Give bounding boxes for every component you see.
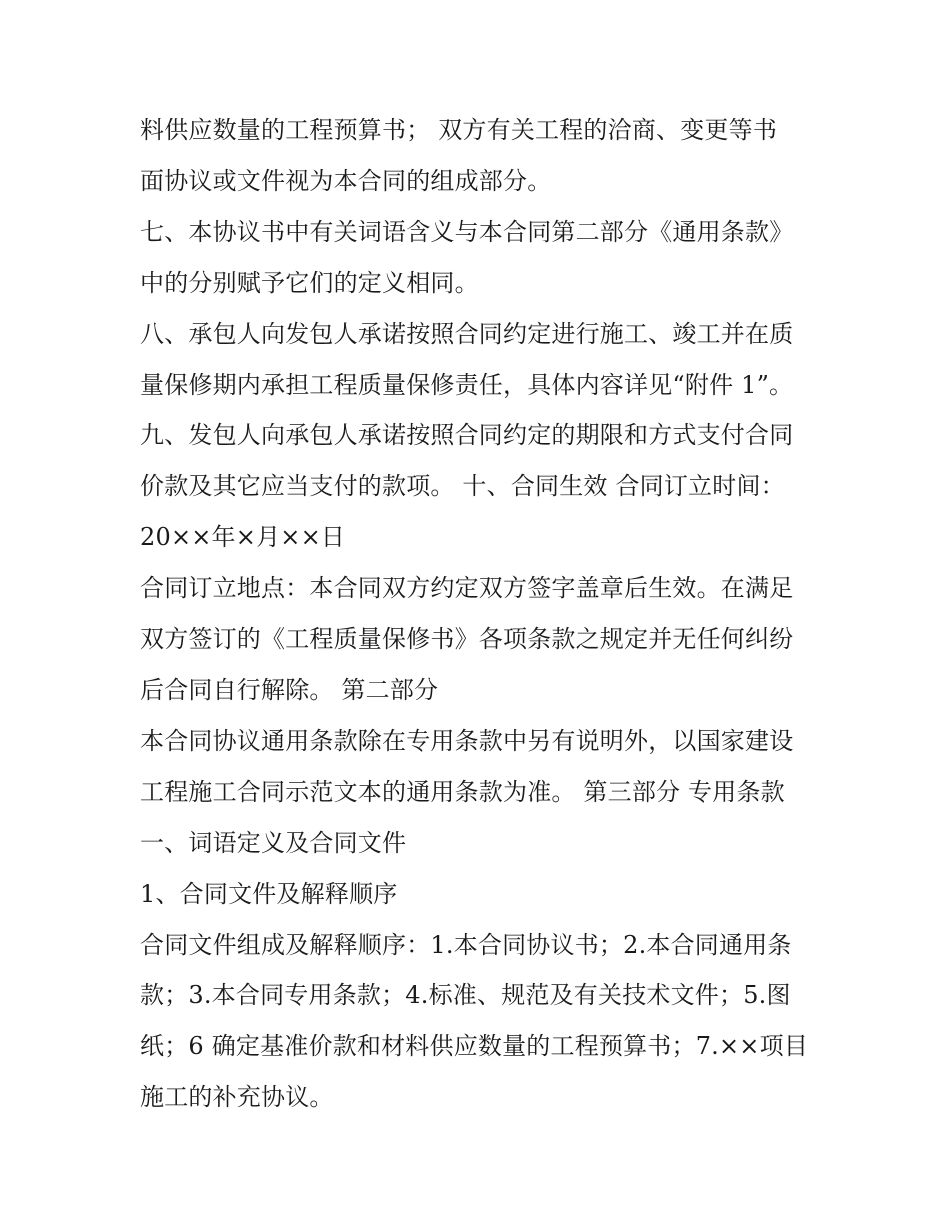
text-line: 施工的补充协议。 (140, 1083, 334, 1112)
text-line: 款；3.本合同专用条款；4.标准、规范及有关技术文件；5.图 (140, 981, 791, 1010)
text-line: 九、发包人向承包人承诺按照合同约定的期限和方式支付合同 (140, 421, 794, 450)
text-line: 料供应数量的工程预算书； 双方有关工程的洽商、变更等书 (140, 116, 778, 144)
text-line: 量保修期内承担工程质量保修责任，具体内容详见“附件 1”。 (140, 370, 794, 399)
text-line: 价款及其它应当支付的款项。 十、合同生效 合同订立时间： (140, 472, 785, 501)
document-body (140, 105, 830, 1123)
text-line: 1、合同文件及解释顺序 (140, 879, 398, 908)
text-line: 工程施工合同示范文本的通用条款为准。 第三部分 专用条款 (140, 777, 785, 806)
text-line: 本合同协议通用条款除在专用条款中另有说明外，以国家建设 (140, 726, 794, 755)
text-line: 合同订立地点：本合同双方约定双方签字盖章后生效。在满足 (140, 574, 794, 603)
text-line: 面协议或文件视为本合同的组成部分。 (140, 166, 552, 195)
text-line: 七、本协议书中有关词语含义与本合同第二部分《通用条款》 (140, 217, 794, 246)
text-line: 20××年×月××日 (140, 523, 346, 552)
text-line: 一、词语定义及合同文件 (140, 828, 407, 857)
text-line: 八、承包人向发包人承诺按照合同约定进行施工、竣工并在质 (140, 319, 794, 348)
text-line: 合同文件组成及解释顺序：1.本合同协议书；2.本合同通用条 (140, 930, 792, 959)
text-line: 双方签订的《工程质量保修书》各项条款之规定并无任何纠纷 (140, 625, 794, 654)
text-line: 纸；6 确定基准价款和材料供应数量的工程预算书；7.××项目 (140, 1032, 809, 1061)
text-line: 后合同自行解除。 第二部分 (140, 675, 439, 704)
text-line: 中的分别赋予它们的定义相同。 (140, 268, 479, 297)
